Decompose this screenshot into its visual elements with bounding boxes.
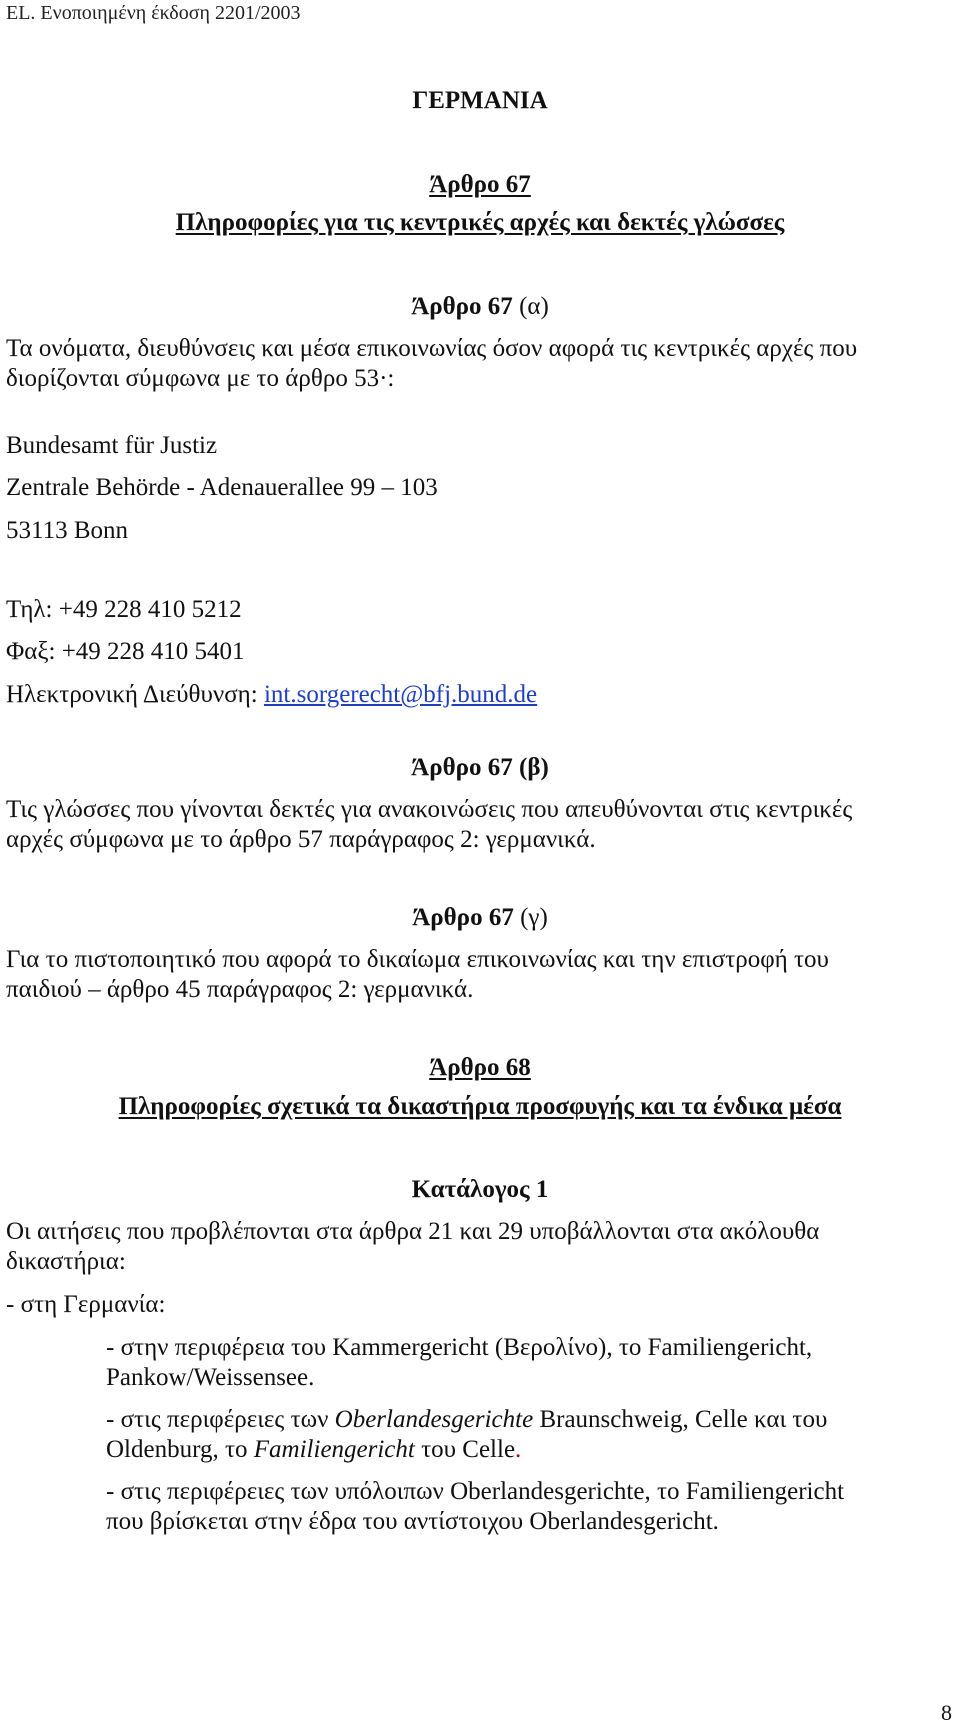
list-1-heading: Κατάλογος 1 [411,1176,549,1203]
article-67c-heading [0,903,960,933]
list-item-2-text-b: Braunschweig, Celle και του [533,1406,828,1433]
article-67c-heading-bold: Άρθρο 67 [412,904,514,931]
address-line-3: 53113 Bonn [6,517,128,544]
article-67c-text-line2: παιδιού – άρθρο 45 παράγραφος 2: γερμανικά. [6,976,474,1003]
article-67b-text-line2: αρχές σύμφωνα με το άρθρο 57 παράγραφος 2: γερμανικά. [6,826,596,853]
list-item-2-text-d: του Celle [414,1436,516,1463]
article-67a-text-line2: διορίζονται σύμφωνα με το άρθρο 53·: [6,365,395,392]
article-67c-text-line1: Για το πιστοποιητικό που αφορά το δικαίωμα επικοινωνίας και την επιστροφή του [6,946,829,973]
list-item-2-text-a: - στις περιφέρειες των [106,1406,335,1433]
article-68-subtitle: Πληροφορίες σχετικά τα δικαστήρια προσφυγής και τα ένδικα μέσα [118,1093,842,1120]
article-67a-heading-suffix: (α) [512,293,549,320]
article-67-subtitle: Πληροφορίες για τις κεντρικές αρχές και δεκτές γλώσσες [175,209,785,236]
address-line-1: Bundesamt für Justiz [6,432,218,459]
email-label: Ηλεκτρονική Διεύθυνση: [6,681,264,708]
list-item-3-line1: - στις περιφέρειες των υπόλοιπων Oberlandesgerichte, το Familiengericht [106,1478,845,1505]
article-67b-heading: Άρθρο 67 (β) [411,754,549,781]
article-67-title: Άρθρο 67 [429,171,531,198]
article-68-title: Άρθρο 68 [429,1054,531,1081]
article-67a-heading-bold: Άρθρο 67 [411,293,513,320]
list-item-2-italic-a: Oberlandesgerichte [334,1406,534,1433]
list-item-1-line1: - στην περιφέρεια του Kammergericht (Βερολίνο), το Familiengericht, [106,1334,813,1361]
list-item-2-line2 [106,1435,521,1465]
list-1-intro-line2: δικαστήρια: [6,1248,126,1275]
address-line-2: Zentrale Behörde - Adenauerallee 99 – 103 [6,474,438,501]
article-67a-heading [0,292,960,322]
phone-line: Τηλ: +49 228 410 5212 [6,596,242,623]
article-67a-text-line1: Τα ονόματα, διευθύνσεις και μέσα επικοινωνίας όσον αφορά τις κεντρικές αρχές που [6,335,858,362]
list-item-3-line2: που βρίσκεται στην έδρα του αντίστοιχου Oberlandesgericht. [106,1508,719,1535]
list-item-2-text-c: Oldenburg, το [106,1436,254,1463]
list-item-2-italic-b: Familiengericht [253,1436,415,1463]
article-67b-text-line1: Τις γλώσσες που γίνονται δεκτές για ανακοινώσεις που απευθύνονται στις κεντρικές [6,796,853,823]
email-link[interactable]: int.sorgerecht@bfj.bund.de [263,681,538,708]
germany-label: - στη Γερμανία: [6,1291,166,1318]
list-item-2-line1 [106,1405,827,1435]
running-header: EL. Ενοποιημένη έκδοση 2201/2003 [6,2,301,24]
country-heading: ΓΕΡΜΑΝΙΑ [412,87,548,114]
page-number: 8 [941,1700,952,1725]
list-1-intro-line1: Οι αιτήσεις που προβλέπονται στα άρθρα 21 και 29 υποβάλλονται στα ακόλουθα [6,1218,820,1245]
article-67c-heading-suffix: (γ) [513,904,548,931]
list-item-1-line2: Pankow/Weissensee. [106,1364,315,1391]
email-line [6,680,537,710]
list-item-2-dot: . [515,1436,522,1463]
fax-line: Φαξ: +49 228 410 5401 [6,638,245,665]
